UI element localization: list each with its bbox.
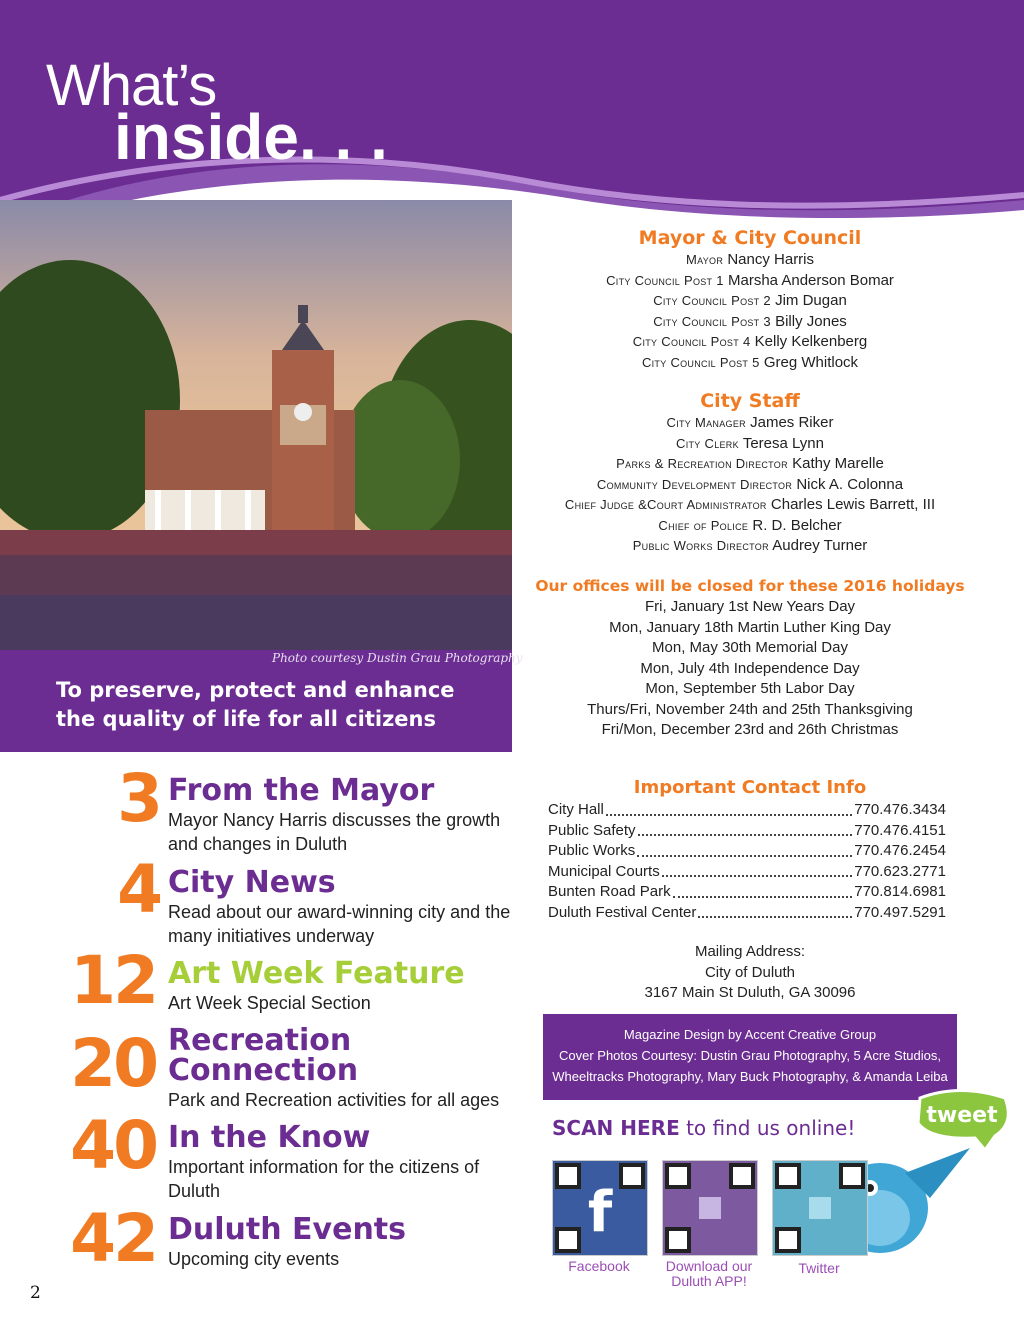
toc-title[interactable]: Art Week Feature bbox=[168, 956, 465, 991]
facebook-label[interactable]: Facebook bbox=[568, 1258, 630, 1274]
council-line: Mayor Nancy Harris bbox=[685, 251, 815, 268]
title-whats: What’s bbox=[46, 53, 217, 118]
toc-page-number: 12 bbox=[70, 942, 156, 1019]
contacts-heading: Important Contact Info bbox=[633, 777, 867, 798]
staff-line: Community Development Director Nick A. Colonna bbox=[596, 475, 904, 493]
staff-line: Chief Judge &Court Administrator Charles Lewis Barrett, III bbox=[564, 496, 936, 513]
facebook-qr-icon[interactable] bbox=[552, 1160, 648, 1256]
toc-title[interactable]: In the Know bbox=[168, 1120, 371, 1155]
staff-line: City Clerk Teresa Lynn bbox=[676, 434, 824, 452]
toc-description: Upcoming city events bbox=[168, 1249, 340, 1269]
contact-row: Bunten Road Park 770.814.6981 bbox=[548, 883, 946, 900]
council-heading: Mayor & City Council bbox=[638, 227, 862, 249]
twitter-label[interactable]: Twitter bbox=[798, 1260, 840, 1276]
mailing-address bbox=[530, 942, 970, 1004]
council-line: City Council Post 1 Marsha Anderson Bomar bbox=[606, 271, 894, 289]
toc-description: Read about our award-winning city and the many initiatives underway bbox=[168, 902, 511, 946]
toc-title[interactable]: From the Mayor bbox=[168, 773, 435, 808]
page-number: 2 bbox=[30, 1283, 41, 1303]
staff-heading: City Staff bbox=[700, 390, 800, 412]
contact-list bbox=[548, 800, 946, 923]
contact-row: City Hall 770.476.3434 bbox=[548, 801, 946, 818]
holiday-item: Thurs/Fri, November 24th and 25th Thanksgiving bbox=[587, 700, 913, 718]
design-credit-line: Wheeltracks Photography, Mary Buck Photography, & Amanda Leiba bbox=[552, 1069, 948, 1084]
council-line: City Council Post 2 Jim Dugan bbox=[653, 292, 847, 309]
toc-title[interactable]: Duluth Events bbox=[168, 1212, 406, 1247]
council-line: City Council Post 5 Greg Whitlock bbox=[641, 353, 859, 371]
council-line: City Council Post 4 Kelly Kelkenberg bbox=[632, 333, 868, 350]
holiday-item: Mon, January 18th Martin Luther King Day bbox=[609, 618, 891, 636]
scan-heading: SCAN HERE to find us online! bbox=[552, 1116, 856, 1140]
mission-statement: To preserve, protect and enhance the quality of life for all citizens bbox=[56, 678, 455, 731]
contact-row: Duluth Festival Center 770.497.5291 bbox=[548, 903, 946, 921]
mailing-label: Mailing Address: bbox=[694, 943, 806, 960]
toc-description: Art Week Special Section bbox=[168, 993, 371, 1013]
toc-description: Park and Recreation activities for all ages bbox=[168, 1090, 500, 1110]
toc-title[interactable]: Recreation bbox=[168, 1023, 352, 1058]
app-qr-icon[interactable] bbox=[662, 1160, 758, 1256]
toc-description: Important information for the citizens of Duluth bbox=[168, 1157, 480, 1201]
staff-section bbox=[530, 389, 970, 557]
mailing-street: 3167 Main St Duluth, GA 30096 bbox=[644, 984, 856, 1001]
toc-page-number: 40 bbox=[70, 1107, 156, 1184]
toc-page-number: 42 bbox=[70, 1200, 156, 1277]
mailing-name: City of Duluth bbox=[704, 963, 796, 981]
holidays-heading: Our offices will be closed for these 2016 holidays bbox=[535, 577, 965, 595]
contact-row: Public Works 770.476.2454 bbox=[548, 842, 946, 859]
contact-row: Public Safety 770.476.4151 bbox=[548, 821, 946, 839]
holiday-item: Mon, September 5th Labor Day bbox=[645, 680, 855, 697]
photo-credit: Photo courtesy Dustin Grau Photography bbox=[272, 651, 523, 665]
toc-description: Mayor Nancy Harris discusses the growth and changes in Duluth bbox=[168, 810, 501, 854]
council-line: City Council Post 3 Billy Jones bbox=[653, 312, 847, 330]
holiday-item: Fri/Mon, December 23rd and 26th Christmas bbox=[601, 721, 899, 738]
staff-line: Public Works Director Audrey Turner bbox=[632, 537, 868, 554]
design-credit-line: Magazine Design by Accent Creative Group bbox=[623, 1027, 877, 1042]
staff-line: Chief of Police R. D. Belcher bbox=[658, 516, 842, 534]
svg-text:f: f bbox=[587, 1180, 613, 1245]
toc-title[interactable]: Connection bbox=[168, 1053, 359, 1088]
toc-page-number: 3 bbox=[117, 760, 160, 837]
staff-line: City Manager James Riker bbox=[666, 414, 834, 431]
holiday-item: Mon, May 30th Memorial Day bbox=[652, 639, 848, 656]
title-inside: inside. . . bbox=[114, 101, 388, 173]
holidays-section bbox=[530, 575, 970, 741]
cover-photo bbox=[0, 200, 512, 650]
holiday-item: Fri, January 1st New Years Day bbox=[644, 598, 856, 615]
toc-title[interactable]: City News bbox=[168, 865, 336, 900]
staff-line: Parks & Recreation Director Kathy Marelle bbox=[616, 455, 884, 472]
tweet-text: tweet bbox=[926, 1103, 998, 1128]
app-label[interactable]: Download our Duluth APP! bbox=[665, 1258, 753, 1289]
council-section bbox=[530, 226, 970, 373]
contacts-heading-wrap bbox=[530, 776, 970, 800]
holiday-item: Mon, July 4th Independence Day bbox=[640, 659, 860, 677]
design-credit-line: Cover Photos Courtesy: Dustin Grau Photography, 5 Acre Studios, bbox=[558, 1048, 941, 1063]
contact-row: Municipal Courts 770.623.2771 bbox=[548, 862, 946, 880]
toc-page-number: 20 bbox=[70, 1025, 156, 1102]
toc-page-number: 4 bbox=[117, 851, 160, 928]
twitter-qr-icon[interactable] bbox=[772, 1160, 868, 1256]
